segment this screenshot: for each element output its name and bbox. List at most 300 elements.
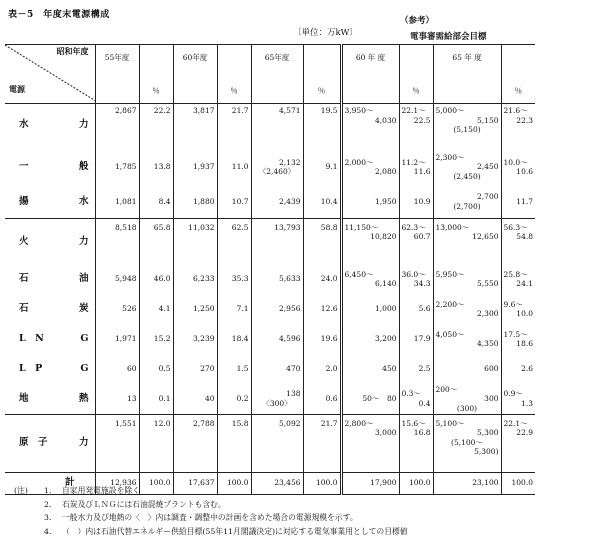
value-55-text: 60 (126, 364, 137, 374)
table-row (5, 186, 535, 218)
pct-60 (217, 414, 251, 472)
ref-pct-60-text: 60.7 (413, 232, 431, 241)
row-label-right: 力 (78, 437, 89, 449)
value-55 (95, 264, 139, 294)
pct-65 (303, 294, 341, 324)
value-60 (173, 264, 217, 294)
pct-60 (217, 354, 251, 384)
ref-value-65-text: (2,700) (453, 201, 481, 211)
row-label-left: 石 (19, 273, 29, 285)
ref-value-60-text: 10,820 (370, 232, 397, 241)
ref-pct-60-text: 34.3 (413, 279, 431, 288)
note-text: 自家用発電施設を除く (62, 486, 140, 495)
ref-pct-60-text: 11.6 (413, 167, 431, 176)
value-60 (173, 294, 217, 324)
pct-55 (139, 264, 173, 294)
ref-pct-60-text: 2.5 (418, 364, 431, 374)
row-label-left: L P (19, 363, 43, 375)
value-65-text: 2,132 (279, 157, 301, 167)
ref-value-60 (341, 148, 399, 186)
ref-pct-65-text: 22.1～ (503, 418, 528, 428)
ref-value-65-text: (2,450) (453, 171, 481, 181)
header-pct-65: ％ (303, 45, 341, 104)
ref-pct-65 (501, 472, 535, 494)
row-label-left: 揚 (19, 196, 29, 207)
pct-55 (139, 148, 173, 186)
value-65-text: 470 (286, 364, 301, 374)
value-65 (251, 472, 303, 494)
pct-65-text: 58.8 (320, 222, 338, 232)
ref-value-65 (433, 264, 501, 294)
note-row (14, 525, 408, 539)
pct-65 (303, 324, 341, 354)
value-60 (173, 414, 217, 472)
table-row (5, 414, 535, 472)
header-r65: 65 年 度 (433, 45, 501, 104)
pct-55 (139, 354, 173, 384)
ref-value-60-text: 6,450～ (344, 269, 374, 279)
pct-65 (303, 354, 341, 384)
row-label-left: 一 (19, 161, 29, 173)
row-label-right: G (80, 333, 89, 345)
ref-pct-60-text: 22.5 (413, 115, 431, 125)
pct-60 (217, 384, 251, 414)
value-55-text: 1,785 (115, 162, 137, 172)
pct-65-text: 19.6 (320, 334, 338, 344)
value-55 (95, 324, 139, 354)
ref-value-65-text: 13,000～ (435, 222, 470, 232)
ref-value-60-text: 4,030 (375, 115, 397, 125)
value-60 (173, 324, 217, 354)
ref-value-60 (341, 414, 399, 472)
table-row (5, 384, 535, 414)
value-60-text: 1,880 (193, 197, 215, 206)
ref-pct-65-text: 11.7 (516, 197, 533, 206)
ref-value-60 (341, 264, 399, 294)
value-55 (95, 218, 139, 264)
value-65-text: 13,793 (274, 222, 301, 232)
pct-65 (303, 218, 341, 264)
value-60 (173, 384, 217, 414)
ref-pct-60 (399, 472, 433, 494)
value-65-text: 5,092 (279, 418, 301, 428)
pct-60 (217, 264, 251, 294)
pct-60-text: 35.3 (231, 274, 249, 284)
value-65 (251, 414, 303, 472)
ref-value-65 (433, 218, 501, 264)
pct-55 (139, 186, 173, 218)
ref-pct-65 (501, 264, 535, 294)
ref-value-65-text: 5,300) (474, 447, 499, 456)
pct-60-text: 1.5 (236, 364, 249, 374)
value-65 (251, 186, 303, 218)
ref-value-60 (341, 324, 399, 354)
pct-65-text: 100.0 (316, 478, 338, 488)
corner-header (5, 45, 95, 104)
ref-pct-65-text: 10.0～ (503, 157, 528, 167)
ref-pct-60 (399, 102, 433, 148)
pct-65 (303, 148, 341, 186)
ref-pct-60-text: 22.1～ (401, 106, 426, 115)
row-label-right: 般 (78, 161, 89, 173)
ref-pct-60 (399, 384, 433, 414)
ref-pct-65-text: 0.9～ (503, 389, 523, 399)
pct-60-text: 21.7 (231, 106, 249, 115)
pct-55-text: 12.0 (153, 418, 171, 428)
pct-55 (139, 102, 173, 148)
value-65-text: 23,456 (274, 478, 301, 488)
value-55-text: 1,551 (115, 418, 137, 428)
value-55-text: 8,518 (115, 222, 137, 232)
ref-pct-65-text: 24.1 (516, 279, 533, 288)
row-label (5, 102, 95, 148)
ref-value-60-text: 2,000～ (344, 157, 374, 167)
ref-pct-60-text: 62.3～ (401, 222, 426, 232)
pct-60 (217, 294, 251, 324)
ref-value-65 (433, 186, 501, 218)
value-60-text: 270 (200, 364, 215, 374)
note-number: 4. (44, 526, 52, 536)
ref-pct-60 (399, 218, 433, 264)
table-row (5, 294, 535, 324)
pct-60 (217, 148, 251, 186)
ref-value-65-text: 600 (484, 364, 499, 374)
pct-65-text: 2.0 (325, 364, 338, 374)
ref-value-65-text: 23,100 (472, 478, 499, 488)
value-55-text: 2,867 (115, 106, 137, 115)
row-label-left: 石 (19, 303, 29, 315)
value-55 (95, 102, 139, 148)
value-55-text: 12,936 (110, 478, 137, 488)
pct-60-text: 10.7 (231, 197, 249, 206)
row-label (5, 354, 95, 384)
ref-pct-65-text: 25.8～ (503, 269, 528, 279)
value-65-text: 〈300〉 (262, 398, 292, 408)
ref-value-60-text: 6,140 (375, 279, 397, 288)
ref-value-65-text: 12,650 (472, 232, 499, 241)
notes-label: (注) (14, 486, 28, 495)
pct-55-text: 8.4 (158, 197, 171, 206)
pct-60 (217, 472, 251, 494)
ref-pct-60-text: 0.3～ (401, 389, 421, 399)
ref-value-65-text: 2,700 (477, 192, 499, 202)
row-label-right: 油 (78, 273, 89, 285)
value-60 (173, 148, 217, 186)
pct-55-text: 15.2 (153, 334, 171, 344)
value-55-text: 526 (122, 304, 137, 314)
value-60-text: 11,032 (188, 222, 215, 232)
value-60-text: 1,937 (193, 162, 215, 172)
ref-value-65 (433, 102, 501, 148)
row-label-right: 水 (78, 196, 89, 207)
ref-value-65-text: (5,150) (453, 125, 481, 134)
source-label: 電源 (9, 84, 25, 94)
value-55-text: 1,081 (115, 197, 137, 206)
table-row (5, 218, 535, 264)
value-65 (251, 354, 303, 384)
value-60 (173, 186, 217, 218)
value-60 (173, 218, 217, 264)
ref-pct-60 (399, 324, 433, 354)
pct-65 (303, 264, 341, 294)
ref-pct-60-text: 15.6～ (401, 418, 426, 428)
ref-pct-60-text: 10.9 (413, 197, 431, 206)
row-label-right: 力 (78, 119, 89, 131)
pct-65-text: 24.0 (320, 274, 338, 284)
ref-value-60 (341, 472, 399, 494)
ref-value-65 (433, 472, 501, 494)
row-label (5, 218, 95, 264)
ref-value-65-text: 5,150 (477, 115, 499, 125)
row-label-left: 原 子 (19, 437, 48, 449)
pct-65 (303, 414, 341, 472)
value-65-text: 4,596 (279, 334, 301, 344)
ref-value-65 (433, 324, 501, 354)
pct-55-text: 4.1 (158, 304, 171, 314)
value-55-text: 5,948 (115, 274, 137, 284)
value-65 (251, 102, 303, 148)
header-pct-55: ％ (139, 45, 173, 104)
table-row (5, 102, 535, 148)
ref-value-65-text: 5,550 (477, 279, 499, 288)
ref-value-60 (341, 186, 399, 218)
ref-pct-60-text: 5.6 (418, 304, 431, 314)
pct-55 (139, 324, 173, 354)
pct-55-text: 0.5 (158, 364, 171, 374)
ref-value-65 (433, 294, 501, 324)
header-pct-60: ％ (217, 45, 251, 104)
value-65-text: 4,571 (279, 106, 301, 115)
header-y60: 60年度 (173, 45, 217, 104)
pct-60-text: 100.0 (227, 478, 249, 488)
row-label (5, 472, 95, 494)
ref-value-65 (433, 354, 501, 384)
pct-65-text: 10.4 (320, 197, 338, 206)
pct-55-text: 0.1 (158, 394, 171, 403)
pct-65-text: 12.6 (320, 304, 338, 314)
pct-65 (303, 472, 341, 494)
ref-value-65-text: 5,950～ (435, 269, 465, 279)
pct-60 (217, 218, 251, 264)
row-label-right: G (80, 363, 89, 375)
ref-value-60-text: 3,000 (375, 428, 397, 437)
ref-value-65-text: 2,300～ (435, 152, 465, 162)
value-65 (251, 264, 303, 294)
row-label-left: 地 (19, 393, 29, 404)
ref-value-60 (341, 218, 399, 264)
ref-pct-65 (501, 384, 535, 414)
ref-value-65-text: 2,300 (477, 309, 499, 318)
pct-55-text: 65.8 (153, 222, 171, 232)
header-pct-r60: ％ (399, 45, 433, 104)
value-55 (95, 414, 139, 472)
ref-pct-65 (501, 148, 535, 186)
note-text: 石炭及びＬＮＧには石油混焼プラントも含む。 (62, 499, 226, 509)
value-60-text: 6,233 (193, 274, 215, 284)
row-label-right: 力 (78, 235, 89, 247)
ref-value-65-text: 300 (484, 394, 499, 403)
pct-60-text: 18.4 (231, 334, 249, 344)
value-55-text: 13 (126, 394, 137, 403)
ref-value-65-text: 2,200～ (435, 299, 465, 309)
row-label-right: 炭 (78, 303, 89, 315)
ref-pct-65 (501, 218, 535, 264)
table-row (5, 354, 535, 384)
ref-pct-60 (399, 264, 433, 294)
row-label (5, 148, 95, 186)
ref-value-60 (341, 294, 399, 324)
pct-55 (139, 384, 173, 414)
ref-pct-60 (399, 294, 433, 324)
ref-pct-65-text: 22.9 (516, 428, 533, 437)
ref-pct-65-text: 10.6 (516, 167, 533, 176)
pct-65-text: 9.1 (325, 162, 338, 172)
value-65 (251, 294, 303, 324)
ref-value-60 (341, 354, 399, 384)
pct-55 (139, 218, 173, 264)
row-label (5, 414, 95, 472)
ref-pct-65 (501, 354, 535, 384)
note-number: 3. (44, 513, 52, 522)
value-65-text: 2,956 (279, 304, 301, 314)
ref-value-60-text: 450 (382, 364, 397, 374)
ref-value-65-text: 4,050～ (435, 329, 465, 339)
pct-55 (139, 414, 173, 472)
table-row (5, 148, 535, 186)
ref-value-60-text: 2,080 (375, 167, 397, 176)
value-60-text: 40 (204, 394, 215, 403)
ref-pct-65-text: 22.3 (516, 115, 533, 125)
note-row (14, 511, 408, 525)
ref-value-60-text: 50～ 80 (362, 394, 397, 403)
row-label (5, 294, 95, 324)
value-60-text: 17,637 (188, 478, 215, 488)
ref-pct-65-text: 2.6 (521, 364, 533, 374)
value-60 (173, 472, 217, 494)
power-source-table (5, 44, 535, 104)
ref-pct-65-text: 10.0 (516, 309, 533, 318)
row-label-left: 火 (19, 235, 29, 247)
value-65-text: 5,633 (279, 274, 301, 284)
pct-60 (217, 324, 251, 354)
ref-pct-60-text: 100.0 (409, 478, 431, 488)
pct-55 (139, 472, 173, 494)
pct-55-text: 100.0 (149, 478, 171, 488)
ref-value-60-text: 1,950 (375, 197, 397, 206)
ref-pct-65-text: 1.3 (521, 398, 533, 408)
unit-label: 〔単位：万kW〕 (293, 28, 358, 38)
value-55 (95, 186, 139, 218)
ref-value-60-text: 3,200 (375, 334, 397, 344)
pct-55-text: 13.8 (153, 162, 171, 172)
ref-pct-60-text: 17.9 (413, 334, 431, 344)
pct-55 (139, 294, 173, 324)
table-row (5, 264, 535, 294)
ref-value-65 (433, 384, 501, 414)
ref-pct-65 (501, 294, 535, 324)
ref-value-65-text: 4,350 (477, 339, 499, 348)
ref-pct-65-text: 56.3～ (503, 222, 528, 232)
ref-pct-65-text: 17.5～ (503, 329, 528, 339)
row-label-left: 水 (19, 119, 29, 131)
ref-value-65-text: (300) (456, 403, 478, 413)
pct-65 (303, 102, 341, 148)
value-65-text: 138 (286, 389, 301, 399)
note-text: 一般水力及び地熱の〈 〉内は調査・調整中の計画を含めた場合の電源規模を示す。 (62, 513, 358, 522)
ref-value-65-text: 5,000～ (435, 106, 465, 115)
value-65 (251, 148, 303, 186)
header-y65: 65年度 (251, 45, 303, 104)
value-65-text: 2,439 (279, 197, 301, 206)
pct-65 (303, 186, 341, 218)
era-label: 昭和年度 (56, 46, 89, 56)
ref-pct-60 (399, 186, 433, 218)
ref-pct-65 (501, 414, 535, 472)
ref-value-65-text: 5,100～ (435, 418, 465, 428)
header-y55: 55年度 (95, 45, 139, 104)
ref-value-60-text: 3,950～ (344, 106, 374, 115)
pct-60 (217, 186, 251, 218)
ref-value-65 (433, 414, 501, 472)
value-65-text: 〈2,460〉 (258, 167, 296, 176)
ref-pct-60-text: 36.0～ (401, 269, 426, 279)
ref-value-65-text: (5,100～ (451, 437, 483, 447)
note-text: （ ）内は石油代替エネルギー供給目標(55年11月閣議決定)に対応する電気事業用としての目標値 (62, 526, 408, 536)
ref-pct-65 (501, 324, 535, 354)
table-row (5, 324, 535, 354)
note-number: 2. (44, 499, 52, 509)
ref-value-60-text: 11,150～ (344, 222, 379, 232)
row-label-left: L N (19, 333, 44, 345)
value-60-text: 1,250 (193, 304, 215, 314)
value-65 (251, 218, 303, 264)
value-65 (251, 324, 303, 354)
table-row (5, 472, 535, 494)
ref-value-65 (433, 148, 501, 186)
row-label (5, 324, 95, 354)
pct-60-text: 11.0 (231, 162, 249, 172)
ref-value-65-text: 2,450 (477, 162, 499, 172)
ref-pct-60-text: 16.8 (413, 428, 431, 437)
power-source-body (5, 102, 535, 495)
value-55 (95, 294, 139, 324)
header-pct-r65: ％ (501, 45, 535, 104)
value-60-text: 2,788 (193, 418, 215, 428)
ref-pct-65-text: 9.6～ (503, 299, 523, 309)
header-r60: 60 年 度 (341, 45, 399, 104)
row-label-left: 計 (64, 477, 75, 489)
ref-pct-60 (399, 148, 433, 186)
ref-pct-60 (399, 354, 433, 384)
ref-pct-65-text: 54.8 (516, 232, 533, 241)
row-label (5, 384, 95, 414)
row-label-right: 熱 (78, 393, 89, 404)
ref-value-60-text: 1,000 (375, 304, 397, 314)
pct-65-text: 21.7 (320, 418, 338, 428)
ref-value-60 (341, 384, 399, 414)
pct-65-text: 0.6 (325, 394, 338, 403)
value-60-text: 3,817 (193, 106, 215, 115)
value-60 (173, 354, 217, 384)
row-label (5, 186, 95, 218)
value-55 (95, 472, 139, 494)
value-55 (95, 148, 139, 186)
ref-value-60 (341, 102, 399, 148)
value-65 (251, 384, 303, 414)
ref-pct-65 (501, 186, 535, 218)
ref-pct-60-text: 11.2～ (401, 157, 426, 167)
pct-55-text: 46.0 (153, 274, 171, 284)
